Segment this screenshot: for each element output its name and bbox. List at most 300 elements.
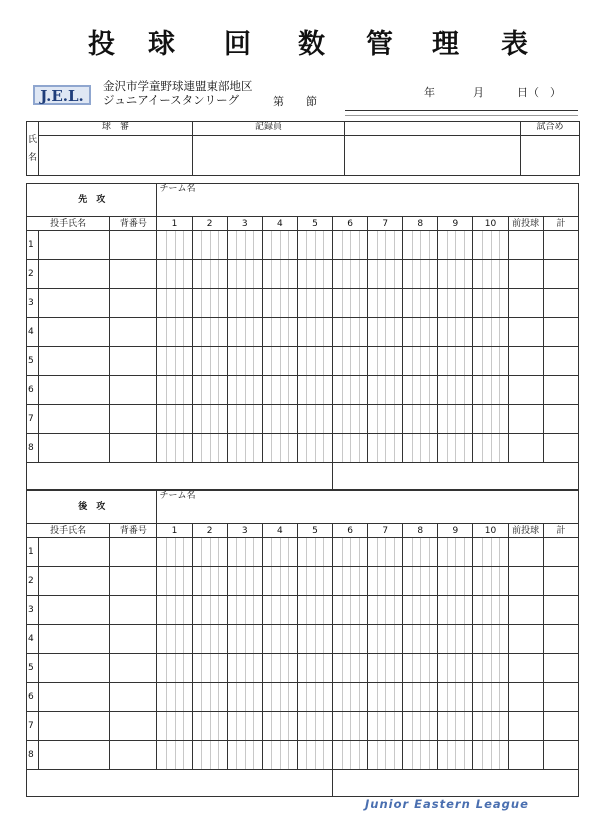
inning-pitch-cell[interactable] [262, 538, 297, 567]
inning-pitch-cell[interactable] [227, 405, 262, 434]
inning-pitch-cell[interactable] [403, 567, 438, 596]
inning-pitch-cell[interactable] [333, 434, 368, 463]
title-char: 投 [88, 29, 115, 60]
inning-pitch-cell[interactable] [473, 538, 508, 567]
inning-pitch-cell[interactable] [157, 260, 192, 289]
inning-pitch-cell[interactable] [403, 741, 438, 770]
prev-pitch-cell[interactable] [508, 347, 543, 376]
inning-pitch-cell[interactable] [403, 538, 438, 567]
second-team-table [26, 490, 579, 797]
inning-pitch-cell[interactable] [262, 347, 297, 376]
inning-pitch-cell[interactable] [403, 434, 438, 463]
inning-pitch-cell[interactable] [227, 567, 262, 596]
inning-pitch-cell[interactable] [473, 260, 508, 289]
total-cell[interactable] [543, 231, 578, 260]
uniform-number-cell[interactable] [110, 347, 157, 376]
row-number: 1 [27, 538, 39, 567]
total-cell[interactable] [543, 596, 578, 625]
prev-pitch-cell[interactable] [508, 538, 543, 567]
inning-header: 7 [368, 217, 403, 231]
pitcher-name-cell[interactable] [39, 625, 110, 654]
inning-pitch-cell[interactable] [297, 741, 332, 770]
inning-header: 6 [333, 217, 368, 231]
uniform-number-cell[interactable] [110, 654, 157, 683]
row-number: 5 [27, 347, 39, 376]
inning-pitch-cell[interactable] [157, 567, 192, 596]
inning-pitch-cell[interactable] [368, 567, 403, 596]
prev-pitch-cell[interactable] [508, 434, 543, 463]
inning-pitch-cell[interactable] [227, 625, 262, 654]
inning-pitch-cell[interactable] [333, 231, 368, 260]
prev-pitch-cell[interactable] [508, 741, 543, 770]
dai-label: 第 [273, 95, 284, 108]
inning-pitch-cell[interactable] [368, 538, 403, 567]
league-footer-text: Junior Eastern League [365, 797, 529, 811]
number-header: 背番号 [110, 217, 157, 231]
inning-pitch-cell[interactable] [297, 712, 332, 741]
total-cell[interactable] [543, 538, 578, 567]
inning-pitch-cell[interactable] [297, 347, 332, 376]
inning-pitch-cell[interactable] [333, 741, 368, 770]
inning-pitch-cell[interactable] [438, 231, 473, 260]
pitcher-row [27, 289, 579, 318]
inning-pitch-cell[interactable] [473, 347, 508, 376]
pitcher-row [27, 318, 579, 347]
row-number: 8 [27, 434, 39, 463]
inning-pitch-cell[interactable] [192, 712, 227, 741]
inning-pitch-cell[interactable] [262, 434, 297, 463]
inning-header: 9 [438, 524, 473, 538]
title-char: 回 [224, 29, 251, 60]
inning-pitch-cell[interactable] [403, 625, 438, 654]
inning-header: 3 [227, 524, 262, 538]
inning-pitch-cell[interactable] [192, 741, 227, 770]
inning-pitch-cell[interactable] [368, 260, 403, 289]
inning-pitch-cell[interactable] [438, 538, 473, 567]
total-cell[interactable] [543, 741, 578, 770]
month-label: 月 [473, 86, 484, 99]
page-title [0, 27, 591, 67]
pitcher-row [27, 260, 579, 289]
inning-pitch-cell[interactable] [438, 289, 473, 318]
inning-pitch-cell[interactable] [368, 596, 403, 625]
inning-pitch-cell[interactable] [473, 567, 508, 596]
inning-pitch-cell[interactable] [368, 289, 403, 318]
inning-pitch-cell[interactable] [227, 434, 262, 463]
inning-pitch-cell[interactable] [403, 289, 438, 318]
inning-pitch-cell[interactable] [403, 231, 438, 260]
row-number: 7 [27, 405, 39, 434]
inning-pitch-cell[interactable] [473, 625, 508, 654]
total-cell[interactable] [543, 434, 578, 463]
inning-pitch-cell[interactable] [157, 654, 192, 683]
prev-pitch-cell[interactable] [508, 567, 543, 596]
inning-pitch-cell[interactable] [438, 654, 473, 683]
total-cell[interactable] [543, 318, 578, 347]
inning-pitch-cell[interactable] [473, 405, 508, 434]
summary-row [27, 463, 579, 490]
title-char: 球 [148, 29, 175, 60]
summary-cell-right[interactable] [333, 770, 579, 797]
uniform-number-cell[interactable] [110, 260, 157, 289]
total-header: 計 [543, 524, 578, 538]
umpire-field[interactable] [39, 136, 193, 176]
inning-pitch-cell[interactable] [438, 260, 473, 289]
inning-pitch-cell[interactable] [227, 683, 262, 712]
inning-pitch-cell[interactable] [227, 318, 262, 347]
prev-pitch-cell[interactable] [508, 376, 543, 405]
inning-pitch-cell[interactable] [227, 260, 262, 289]
inning-pitch-cell[interactable] [192, 654, 227, 683]
uniform-number-cell[interactable] [110, 741, 157, 770]
inning-pitch-cell[interactable] [438, 596, 473, 625]
name-label: 氏名 [27, 122, 39, 176]
inning-pitch-cell[interactable] [473, 376, 508, 405]
inning-header: 10 [473, 524, 508, 538]
inning-pitch-cell[interactable] [333, 376, 368, 405]
inning-pitch-cell[interactable] [438, 567, 473, 596]
prev-pitch-header: 前投球 [508, 524, 543, 538]
row-number: 3 [27, 596, 39, 625]
inning-pitch-cell[interactable] [473, 683, 508, 712]
inning-pitch-cell[interactable] [368, 405, 403, 434]
org-name: 金沢市学童野球連盟東部地区 [103, 79, 253, 93]
inning-pitch-cell[interactable] [297, 318, 332, 347]
jel-logo-icon [33, 85, 91, 105]
inning-pitch-cell[interactable] [297, 231, 332, 260]
inning-pitch-cell[interactable] [403, 654, 438, 683]
officials-table [26, 121, 580, 176]
inning-pitch-cell[interactable] [297, 376, 332, 405]
summary-cell-left[interactable] [27, 770, 333, 797]
first-team-table [26, 183, 579, 490]
inning-header: 5 [297, 217, 332, 231]
inning-pitch-cell[interactable] [333, 596, 368, 625]
pitcher-name-cell[interactable] [39, 683, 110, 712]
inning-pitch-cell[interactable] [262, 289, 297, 318]
inning-pitch-cell[interactable] [157, 231, 192, 260]
inning-pitch-cell[interactable] [333, 567, 368, 596]
inning-pitch-cell[interactable] [368, 318, 403, 347]
summary-cell-right[interactable] [333, 463, 579, 490]
pitcher-row [27, 376, 579, 405]
inning-pitch-cell[interactable] [368, 434, 403, 463]
pitcher-name-cell[interactable] [39, 405, 110, 434]
inning-pitch-cell[interactable] [403, 347, 438, 376]
uniform-number-cell[interactable] [110, 318, 157, 347]
team-name-label: チーム名 [157, 184, 579, 217]
inning-pitch-cell[interactable] [227, 289, 262, 318]
inning-pitch-cell[interactable] [438, 712, 473, 741]
pitcher-name-cell[interactable] [39, 260, 110, 289]
inning-header: 1 [157, 217, 192, 231]
inning-pitch-cell[interactable] [157, 712, 192, 741]
total-cell[interactable] [543, 289, 578, 318]
inning-pitch-cell[interactable] [262, 625, 297, 654]
inning-pitch-cell[interactable] [192, 376, 227, 405]
inning-pitch-cell[interactable] [438, 405, 473, 434]
pitcher-row [27, 231, 579, 260]
inning-pitch-cell[interactable] [403, 596, 438, 625]
inning-pitch-cell[interactable] [227, 347, 262, 376]
pitcher-name-cell[interactable] [39, 289, 110, 318]
inning-pitch-cell[interactable] [403, 376, 438, 405]
total-cell[interactable] [543, 625, 578, 654]
inning-pitch-cell[interactable] [368, 231, 403, 260]
inning-pitch-cell[interactable] [368, 654, 403, 683]
uniform-number-cell[interactable] [110, 625, 157, 654]
inning-pitch-cell[interactable] [157, 625, 192, 654]
inning-pitch-cell[interactable] [403, 712, 438, 741]
prev-pitch-cell[interactable] [508, 712, 543, 741]
total-cell[interactable] [543, 405, 578, 434]
inning-pitch-cell[interactable] [157, 347, 192, 376]
title-char: 管 [366, 29, 393, 60]
inning-pitch-cell[interactable] [368, 347, 403, 376]
title-char: 理 [432, 29, 459, 60]
inning-pitch-cell[interactable] [262, 683, 297, 712]
pitcher-row [27, 741, 579, 770]
umpire-label: 球 審 [39, 122, 193, 136]
total-cell[interactable] [543, 654, 578, 683]
row-number: 6 [27, 376, 39, 405]
uniform-number-cell[interactable] [110, 289, 157, 318]
inning-pitch-cell[interactable] [333, 683, 368, 712]
inning-pitch-cell[interactable] [403, 405, 438, 434]
inning-pitch-cell[interactable] [157, 434, 192, 463]
inning-pitch-cell[interactable] [473, 434, 508, 463]
inning-pitch-cell[interactable] [262, 712, 297, 741]
pitcher-name-cell[interactable] [39, 318, 110, 347]
inning-header: 1 [157, 524, 192, 538]
inning-pitch-cell[interactable] [438, 318, 473, 347]
prev-pitch-cell[interactable] [508, 405, 543, 434]
uniform-number-cell[interactable] [110, 596, 157, 625]
inning-pitch-cell[interactable] [473, 741, 508, 770]
inning-pitch-cell[interactable] [192, 538, 227, 567]
inning-pitch-cell[interactable] [333, 625, 368, 654]
inning-pitch-cell[interactable] [297, 625, 332, 654]
inning-pitch-cell[interactable] [403, 260, 438, 289]
inning-pitch-cell[interactable] [333, 347, 368, 376]
uniform-number-cell[interactable] [110, 376, 157, 405]
total-cell[interactable] [543, 683, 578, 712]
inning-pitch-cell[interactable] [333, 538, 368, 567]
inning-pitch-cell[interactable] [192, 567, 227, 596]
inning-pitch-cell[interactable] [157, 741, 192, 770]
inning-pitch-cell[interactable] [473, 289, 508, 318]
inning-pitch-cell[interactable] [157, 683, 192, 712]
inning-pitch-cell[interactable] [297, 654, 332, 683]
uniform-number-cell[interactable] [110, 567, 157, 596]
pitcher-row [27, 712, 579, 741]
inning-header: 6 [333, 524, 368, 538]
pitcher-name-cell[interactable] [39, 538, 110, 567]
inning-pitch-cell[interactable] [262, 596, 297, 625]
inning-pitch-cell[interactable] [368, 376, 403, 405]
inning-pitch-cell[interactable] [262, 567, 297, 596]
inning-pitch-cell[interactable] [333, 289, 368, 318]
pitcher-name-cell[interactable] [39, 596, 110, 625]
prev-pitch-header: 前投球 [508, 217, 543, 231]
uniform-number-cell[interactable] [110, 683, 157, 712]
inning-pitch-cell[interactable] [157, 289, 192, 318]
inning-header: 3 [227, 217, 262, 231]
inning-pitch-cell[interactable] [192, 289, 227, 318]
column-header-row [27, 524, 579, 538]
prev-pitch-cell[interactable] [508, 654, 543, 683]
inning-pitch-cell[interactable] [227, 231, 262, 260]
total-cell[interactable] [543, 260, 578, 289]
recorder-field[interactable] [193, 136, 345, 176]
inning-pitch-cell[interactable] [297, 683, 332, 712]
inning-pitch-cell[interactable] [262, 260, 297, 289]
inning-pitch-cell[interactable] [403, 683, 438, 712]
inning-pitch-cell[interactable] [297, 434, 332, 463]
inning-pitch-cell[interactable] [333, 654, 368, 683]
inning-pitch-cell[interactable] [333, 260, 368, 289]
inning-pitch-cell[interactable] [438, 625, 473, 654]
inning-pitch-cell[interactable] [297, 567, 332, 596]
inning-pitch-cell[interactable] [368, 741, 403, 770]
row-number: 2 [27, 567, 39, 596]
pitcher-name-cell[interactable] [39, 231, 110, 260]
inning-pitch-cell[interactable] [297, 405, 332, 434]
inning-pitch-cell[interactable] [368, 625, 403, 654]
inning-pitch-cell[interactable] [157, 318, 192, 347]
inning-pitch-cell[interactable] [438, 434, 473, 463]
inning-header: 9 [438, 217, 473, 231]
pitcher-name-cell[interactable] [39, 434, 110, 463]
pitcher-name-cell[interactable] [39, 741, 110, 770]
total-cell[interactable] [543, 376, 578, 405]
inning-pitch-cell[interactable] [333, 712, 368, 741]
inning-pitch-cell[interactable] [227, 654, 262, 683]
inning-pitch-cell[interactable] [333, 318, 368, 347]
inning-pitch-cell[interactable] [473, 231, 508, 260]
summary-row [27, 770, 579, 797]
pitcher-name-cell[interactable] [39, 567, 110, 596]
inning-pitch-cell[interactable] [227, 741, 262, 770]
prev-pitch-cell[interactable] [508, 318, 543, 347]
total-cell[interactable] [543, 712, 578, 741]
inning-pitch-cell[interactable] [473, 712, 508, 741]
prev-pitch-cell[interactable] [508, 231, 543, 260]
inning-pitch-cell[interactable] [262, 741, 297, 770]
pitcher-name-cell[interactable] [39, 654, 110, 683]
row-number: 8 [27, 741, 39, 770]
inning-pitch-cell[interactable] [297, 596, 332, 625]
inning-pitch-cell[interactable] [403, 318, 438, 347]
inning-pitch-cell[interactable] [227, 376, 262, 405]
inning-pitch-cell[interactable] [192, 347, 227, 376]
inning-header: 5 [297, 524, 332, 538]
uniform-number-cell[interactable] [110, 712, 157, 741]
inning-pitch-cell[interactable] [473, 596, 508, 625]
second-attack-label: 後 攻 [27, 491, 157, 524]
row-number: 5 [27, 654, 39, 683]
prev-pitch-cell[interactable] [508, 683, 543, 712]
inning-pitch-cell[interactable] [192, 318, 227, 347]
inning-pitch-cell[interactable] [438, 741, 473, 770]
start-field[interactable] [521, 136, 580, 176]
inning-pitch-cell[interactable] [157, 596, 192, 625]
inning-pitch-cell[interactable] [192, 683, 227, 712]
uniform-number-cell[interactable] [110, 231, 157, 260]
total-cell[interactable] [543, 347, 578, 376]
row-number: 6 [27, 683, 39, 712]
inning-pitch-cell[interactable] [297, 538, 332, 567]
prev-pitch-cell[interactable] [508, 596, 543, 625]
row-number: 4 [27, 318, 39, 347]
pitcher-row [27, 538, 579, 567]
inning-pitch-cell[interactable] [192, 434, 227, 463]
inning-pitch-cell[interactable] [157, 376, 192, 405]
inning-pitch-cell[interactable] [297, 289, 332, 318]
inning-pitch-cell[interactable] [192, 231, 227, 260]
date-underline [345, 110, 578, 111]
inning-pitch-cell[interactable] [368, 712, 403, 741]
inning-pitch-cell[interactable] [473, 318, 508, 347]
row-number: 2 [27, 260, 39, 289]
inning-pitch-cell[interactable] [192, 260, 227, 289]
inning-pitch-cell[interactable] [333, 405, 368, 434]
pitcher-row [27, 625, 579, 654]
prev-pitch-cell[interactable] [508, 289, 543, 318]
inning-pitch-cell[interactable] [262, 654, 297, 683]
inning-pitch-cell[interactable] [262, 231, 297, 260]
inning-pitch-cell[interactable] [192, 596, 227, 625]
pitcher-name-cell[interactable] [39, 347, 110, 376]
uniform-number-cell[interactable] [110, 405, 157, 434]
inning-header: 7 [368, 524, 403, 538]
inning-pitch-cell[interactable] [227, 596, 262, 625]
inning-pitch-cell[interactable] [262, 376, 297, 405]
inning-pitch-cell[interactable] [262, 318, 297, 347]
pitcher-row [27, 434, 579, 463]
inning-header: 8 [403, 524, 438, 538]
first-attack-label: 先 攻 [27, 184, 157, 217]
inning-pitch-cell[interactable] [262, 405, 297, 434]
total-cell[interactable] [543, 567, 578, 596]
summary-cell-left[interactable] [27, 463, 333, 490]
inning-pitch-cell[interactable] [192, 405, 227, 434]
inning-pitch-cell[interactable] [473, 654, 508, 683]
inning-pitch-cell[interactable] [438, 347, 473, 376]
inning-pitch-cell[interactable] [438, 376, 473, 405]
inning-pitch-cell[interactable] [192, 625, 227, 654]
uniform-number-cell[interactable] [110, 538, 157, 567]
prev-pitch-cell[interactable] [508, 260, 543, 289]
inning-header: 8 [403, 217, 438, 231]
inning-pitch-cell[interactable] [227, 538, 262, 567]
inning-pitch-cell[interactable] [157, 538, 192, 567]
inning-header: 2 [192, 217, 227, 231]
pitcher-row [27, 567, 579, 596]
inning-pitch-cell[interactable] [438, 683, 473, 712]
inning-pitch-cell[interactable] [227, 712, 262, 741]
pitcher-header: 投手氏名 [27, 524, 110, 538]
extra-field[interactable] [345, 136, 521, 176]
inning-pitch-cell[interactable] [157, 405, 192, 434]
prev-pitch-cell[interactable] [508, 625, 543, 654]
uniform-number-cell[interactable] [110, 434, 157, 463]
inning-header: 2 [192, 524, 227, 538]
inning-pitch-cell[interactable] [368, 683, 403, 712]
inning-pitch-cell[interactable] [297, 260, 332, 289]
pitcher-name-cell[interactable] [39, 712, 110, 741]
pitcher-name-cell[interactable] [39, 376, 110, 405]
